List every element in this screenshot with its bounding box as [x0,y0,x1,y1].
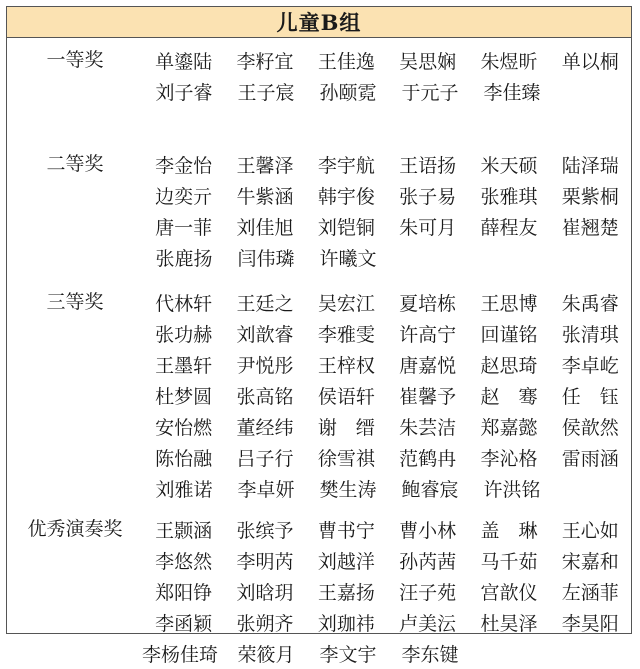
name-row [143,318,631,349]
winner-name: 王廷之 [236,293,294,315]
winner-name: 薛程友 [480,217,538,239]
winner-name: 徐雪祺 [317,448,375,470]
winner-name: 韩宇俊 [317,186,375,208]
winner-name: 张功赫 [155,324,213,346]
winner-name: 王佳逸 [317,51,375,73]
winner-name: 闫伟璘 [237,248,295,270]
name-row [143,180,631,211]
name-row [143,607,631,638]
winner-name: 荣筱月 [237,644,295,666]
winner-name: 张高铭 [236,386,294,408]
name-grid [143,149,631,273]
name-row [143,76,631,107]
prize-label: 优秀演奏奖 [27,518,123,540]
winner-name: 刘雅诺 [155,479,213,501]
prize-label: 一等奖 [46,49,104,71]
winner-name: 孙颐霓 [319,82,377,104]
name-row [143,411,631,442]
winner-name: 李明芮 [236,551,294,573]
winner-name: 王颢涵 [155,520,213,542]
winner-name: 朱芸洁 [399,417,457,439]
winner-name: 张子易 [399,186,457,208]
winner-name: 王梓权 [317,355,375,377]
winner-name: 李卓妍 [237,479,295,501]
winner-name: 李文宇 [319,644,377,666]
winner-name: 张清琪 [561,324,619,346]
winner-name: 赵思琦 [480,355,538,377]
winner-name: 王墨轩 [155,355,213,377]
winner-name: 王馨泽 [236,155,294,177]
winner-name: 张鹿扬 [155,248,213,270]
winner-name: 赵 骞 [480,386,538,408]
winner-name: 谢 缙 [317,417,375,439]
winner-name: 张朔齐 [236,613,294,635]
winner-name: 回谨铭 [480,324,538,346]
name-grid [143,45,631,107]
winner-name: 刘越洋 [317,551,375,573]
winner-name: 宫歆仪 [480,582,538,604]
winner-name: 许高宁 [399,324,457,346]
winner-name: 董经纬 [236,417,294,439]
winner-name: 李宇航 [317,155,375,177]
name-row [143,211,631,242]
winner-name: 吴宏江 [317,293,375,315]
winner-name: 于元子 [401,82,459,104]
name-row [143,638,631,669]
name-row [143,380,631,411]
winner-name: 朱可月 [399,217,457,239]
prize-section [7,45,631,107]
name-row [143,287,631,318]
winner-name: 李沁格 [480,448,538,470]
winner-name: 李金怡 [155,155,213,177]
winner-name: 刘佳旭 [236,217,294,239]
winner-name: 栗紫桐 [561,186,619,208]
winner-name: 李佳臻 [483,82,541,104]
winner-name: 王子宸 [237,82,295,104]
winner-name: 曹书宁 [317,520,375,542]
winner-name: 许洪铭 [483,479,541,501]
winner-name: 王嘉扬 [317,582,375,604]
winner-name: 唐嘉悦 [399,355,457,377]
winner-name: 张缤予 [236,520,294,542]
winner-name: 李雅雯 [317,324,375,346]
winner-name: 李东键 [401,644,459,666]
winner-name: 杜梦圆 [155,386,213,408]
winner-name: 尹悦彤 [236,355,294,377]
name-row [143,149,631,180]
winner-name: 王心如 [561,520,619,542]
winner-name: 崔馨予 [399,386,457,408]
name-row [143,349,631,380]
winner-name: 卢美沄 [399,613,457,635]
winner-name: 吕子行 [236,448,294,470]
prize-section [7,149,631,273]
winner-name: 李籽宜 [236,51,294,73]
name-row [143,45,631,76]
winner-name: 左涵菲 [561,582,619,604]
winner-name: 单鎏陆 [155,51,213,73]
winner-name: 李悠然 [155,551,213,573]
award-table [6,6,632,666]
winner-name: 雷雨涵 [561,448,619,470]
winner-name: 刘歆睿 [236,324,294,346]
winner-name: 孙芮茜 [399,551,457,573]
winner-name: 范鹤冉 [399,448,457,470]
winner-name: 张雅琪 [480,186,538,208]
name-row [143,442,631,473]
winner-name: 侯歆然 [561,417,619,439]
winner-name: 杜昊泽 [480,613,538,635]
prize-label: 二等奖 [46,153,104,175]
winner-name: 米天硕 [480,155,538,177]
winner-name: 郑嘉懿 [480,417,538,439]
winner-name: 陈怡融 [155,448,213,470]
winner-name: 侯语轩 [317,386,375,408]
winner-name: 李函颖 [155,613,213,635]
winner-name: 陆泽瑞 [561,155,619,177]
winner-name: 安怡燃 [155,417,213,439]
name-row [143,242,631,273]
name-grid [143,287,631,504]
name-row [143,576,631,607]
prize-label: 三等奖 [46,291,104,313]
winner-name: 崔翘楚 [561,217,619,239]
prize-section [7,514,631,669]
winner-name: 朱煜昕 [480,51,538,73]
winner-name: 李杨佳琦 [141,644,218,666]
winner-name: 李卓屹 [561,355,619,377]
winner-name: 盖 琳 [480,520,538,542]
winner-name: 鲍睿宸 [401,479,459,501]
winner-name: 刘晗玥 [236,582,294,604]
table-title: 儿童B组 [7,7,631,38]
winner-name: 单以桐 [561,51,619,73]
name-row [143,514,631,545]
name-row [143,473,631,504]
winner-name: 刘铠铜 [317,217,375,239]
winner-name: 汪子苑 [399,582,457,604]
winner-name: 樊生涛 [319,479,377,501]
winner-name: 牛紫涵 [236,186,294,208]
winner-name: 曹小林 [399,520,457,542]
winner-name: 宋嘉和 [561,551,619,573]
winner-name: 刘珈祎 [317,613,375,635]
prize-section [7,287,631,504]
winner-name: 边奕亓 [155,186,213,208]
winner-name: 代林轩 [155,293,213,315]
winner-name: 王语扬 [399,155,457,177]
winner-name: 任 钰 [561,386,619,408]
winner-name: 马千茹 [480,551,538,573]
winner-name: 郑阳铮 [155,582,213,604]
name-row [143,545,631,576]
name-grid [143,514,631,669]
winner-name: 夏培栋 [399,293,457,315]
winner-name: 刘子睿 [155,82,213,104]
winner-name: 唐一菲 [155,217,213,239]
winner-name: 李昊阳 [561,613,619,635]
winner-name: 吴思娴 [399,51,457,73]
winner-name: 朱禹睿 [561,293,619,315]
winner-name: 王思博 [480,293,538,315]
winner-name: 许曦文 [319,248,377,270]
